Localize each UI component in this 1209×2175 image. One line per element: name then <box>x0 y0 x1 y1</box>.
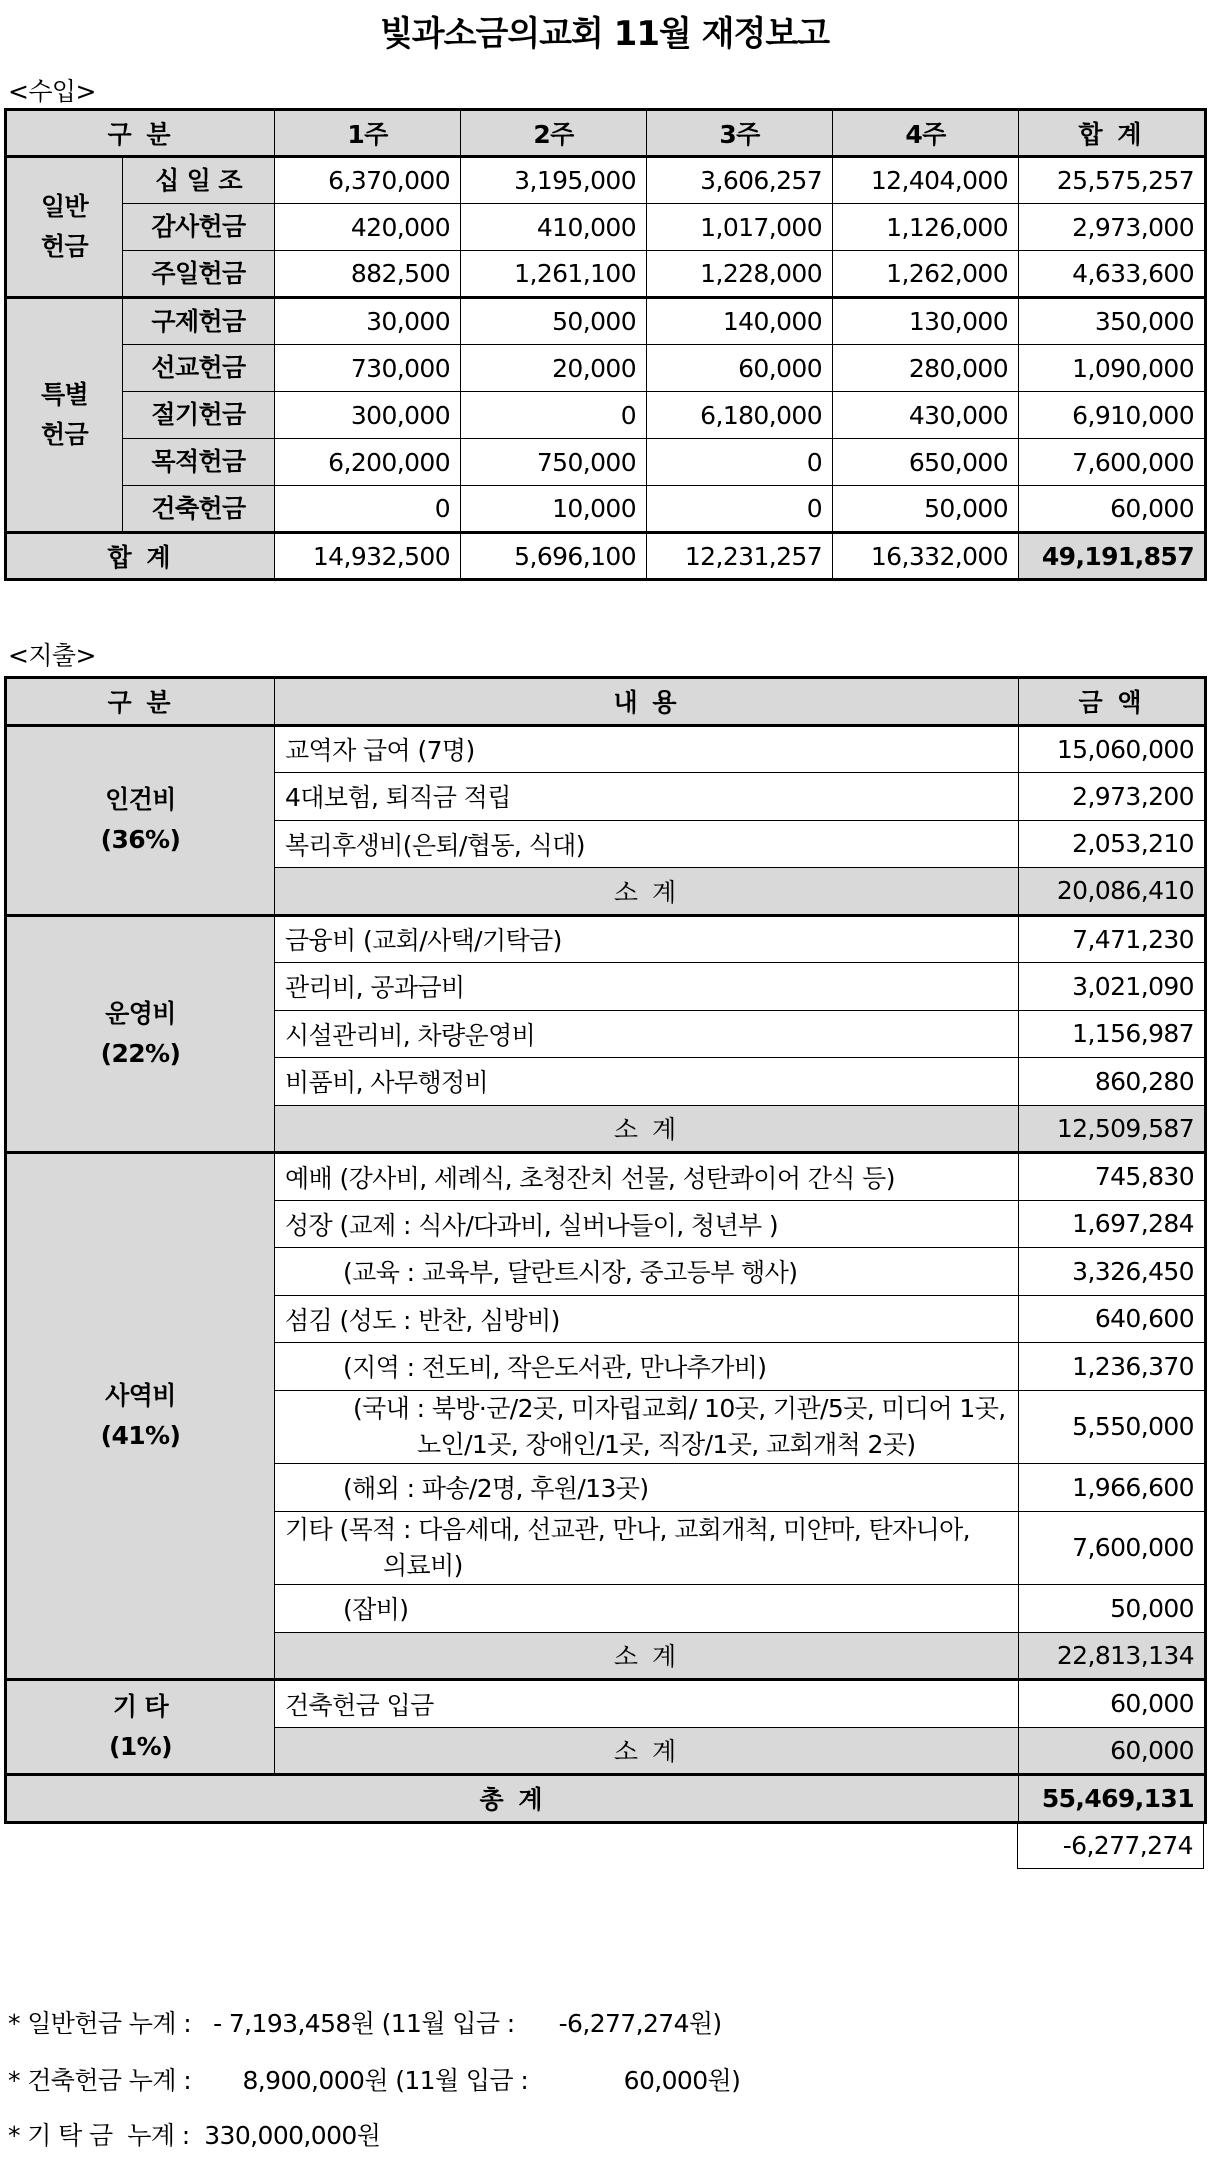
income-cell-w2: 750,000 <box>461 439 647 486</box>
expense-item-amount: 2,053,210 <box>1019 820 1206 868</box>
expense-group-label <box>6 725 275 915</box>
income-cell-w3: 0 <box>647 439 833 486</box>
income-cell-total: 4,633,600 <box>1019 251 1206 298</box>
income-cell-w2: 1,261,100 <box>461 251 647 298</box>
income-table <box>4 108 1207 581</box>
expense-item-description <box>275 1390 1019 1464</box>
expense-header-content: 내 용 <box>275 678 1019 726</box>
expense-header-row <box>6 678 1206 726</box>
expense-group-label-line: (36%) <box>100 825 181 854</box>
income-group-label <box>6 298 123 533</box>
expense-item-description <box>275 1058 1019 1106</box>
expense-header-category: 구 분 <box>6 678 275 726</box>
expense-item-description <box>275 1511 1019 1585</box>
expense-subtotal-label: 소 계 <box>275 1727 1019 1775</box>
expense-item-description-line: 시설관리비, 차량운영비 <box>285 1020 536 1050</box>
income-cell-w4: 430,000 <box>833 392 1019 439</box>
expense-subtotal-amount: 12,509,587 <box>1019 1105 1206 1153</box>
expense-item-description-line: (국내 : 북방·군/2곳, 미자립교회/ 10곳, 기관/5곳, 미디어 1곳, <box>353 1393 1006 1423</box>
income-cell-w2: 3,195,000 <box>461 157 647 204</box>
expense-item-description-line: (교육 : 교육부, 달란트시장, 중고등부 행사) <box>343 1258 798 1288</box>
expense-group-label-line: 사역비 <box>105 1381 176 1410</box>
income-group-label-line: 헌금 <box>40 232 89 261</box>
table-row <box>6 204 1206 251</box>
income-cell-total: 350,000 <box>1019 298 1206 345</box>
expense-item-description-line: 금융비 (교회/사택/기탁금) <box>285 926 562 956</box>
income-cell-w3: 1,017,000 <box>647 204 833 251</box>
expense-item-amount: 860,280 <box>1019 1058 1206 1106</box>
income-cell-total: 1,090,000 <box>1019 345 1206 392</box>
expense-item-amount: 7,471,230 <box>1019 915 1206 963</box>
expense-item-description <box>275 1343 1019 1391</box>
income-cell-total: 6,910,000 <box>1019 392 1206 439</box>
expense-item-description-line: 교역자 급여 (7명) <box>285 736 475 766</box>
income-item-label: 목적헌금 <box>123 439 275 486</box>
expense-item-description-line: 의료비) <box>383 1550 463 1580</box>
expense-subtotal-amount: 22,813,134 <box>1019 1632 1206 1680</box>
expense-item-description <box>275 1680 1019 1728</box>
income-cell-total: 25,575,257 <box>1019 157 1206 204</box>
expense-item-description <box>275 1248 1019 1296</box>
income-cell-w3: 60,000 <box>647 345 833 392</box>
income-section-label: <수입> <box>8 77 96 106</box>
expense-item-description <box>275 820 1019 868</box>
expense-item-description-line: 기타 (목적 : 다음세대, 선교관, 만나, 교회개척, 미얀마, 탄자니아, <box>285 1514 971 1544</box>
expense-grand-total-row <box>6 1775 1206 1823</box>
expense-subtotal-amount: 60,000 <box>1019 1727 1206 1775</box>
expense-item-description-line: 예배 (강사비, 세례식, 초청잔치 선물, 성탄콰이어 간식 등) <box>285 1163 895 1193</box>
table-row <box>6 392 1206 439</box>
income-total-w2: 5,696,100 <box>461 533 647 580</box>
table-row <box>6 345 1206 392</box>
income-group-label-line: 헌금 <box>40 420 89 449</box>
expense-item-description <box>275 1295 1019 1343</box>
income-cell-w4: 1,126,000 <box>833 204 1019 251</box>
income-total-w1: 14,932,500 <box>275 533 461 580</box>
balance-amount: -6,277,274 <box>1017 1823 1204 1869</box>
income-header-week1: 1주 <box>275 110 461 157</box>
table-row <box>6 439 1206 486</box>
income-total-row <box>6 533 1206 580</box>
income-cell-w3: 140,000 <box>647 298 833 345</box>
income-header-week3: 3주 <box>647 110 833 157</box>
expense-header-amount: 금 액 <box>1019 678 1206 726</box>
income-grand-total: 49,191,857 <box>1019 533 1206 580</box>
income-header-week4: 4주 <box>833 110 1019 157</box>
expense-item-amount: 1,966,600 <box>1019 1464 1206 1512</box>
note-deposit-cumulative: * 기 탁 금 누계 : 330,000,000원 <box>8 2121 381 2150</box>
income-cell-w3: 1,228,000 <box>647 251 833 298</box>
income-cell-w1: 6,200,000 <box>275 439 461 486</box>
income-cell-w1: 730,000 <box>275 345 461 392</box>
table-row <box>6 486 1206 533</box>
income-total-label: 합 계 <box>6 533 275 580</box>
income-cell-w2: 50,000 <box>461 298 647 345</box>
expense-group-label <box>6 1680 275 1775</box>
expense-item-amount: 2,973,200 <box>1019 773 1206 821</box>
expense-item-amount: 5,550,000 <box>1019 1390 1206 1464</box>
expense-subtotal-label: 소 계 <box>275 868 1019 916</box>
income-cell-w3: 6,180,000 <box>647 392 833 439</box>
income-group-label-line: 일반 <box>40 192 89 221</box>
income-table-body <box>6 110 1206 580</box>
expense-item-amount: 1,697,284 <box>1019 1200 1206 1248</box>
table-row <box>6 1153 1206 1201</box>
table-row <box>6 157 1206 204</box>
expense-item-amount: 50,000 <box>1019 1585 1206 1633</box>
expense-item-description-line: 성장 (교제 : 식사/다과비, 실버나들이, 청년부 ) <box>285 1210 779 1240</box>
expense-item-description <box>275 1153 1019 1201</box>
expense-item-description <box>275 725 1019 773</box>
expense-item-amount: 1,236,370 <box>1019 1343 1206 1391</box>
income-cell-w1: 6,370,000 <box>275 157 461 204</box>
income-cell-w1: 420,000 <box>275 204 461 251</box>
expense-subtotal-label: 소 계 <box>275 1632 1019 1680</box>
expense-item-amount: 745,830 <box>1019 1153 1206 1201</box>
expense-group-label-line: (1%) <box>109 1732 172 1761</box>
expense-item-description <box>275 915 1019 963</box>
income-cell-w3: 0 <box>647 486 833 533</box>
income-item-label: 절기헌금 <box>123 392 275 439</box>
income-cell-w1: 882,500 <box>275 251 461 298</box>
expense-item-amount: 7,600,000 <box>1019 1511 1206 1585</box>
income-group-label-line: 특별 <box>40 380 89 409</box>
expense-item-description <box>275 1200 1019 1248</box>
income-header-row <box>6 110 1206 157</box>
expense-item-description-line: 비품비, 사무행정비 <box>285 1068 489 1098</box>
income-total-w3: 12,231,257 <box>647 533 833 580</box>
expense-table <box>4 676 1207 1824</box>
expense-item-description-line: 노인/1곳, 장애인/1곳, 직장/1곳, 교회개척 2곳) <box>417 1429 916 1459</box>
table-row <box>6 915 1206 963</box>
income-group-label <box>6 157 123 298</box>
expense-group-label-line: (22%) <box>100 1038 181 1068</box>
income-cell-total: 2,973,000 <box>1019 204 1206 251</box>
expense-item-description-line: 4대보험, 퇴직금 적립 <box>285 783 511 813</box>
income-cell-w4: 12,404,000 <box>833 157 1019 204</box>
expense-group-label <box>6 915 275 1153</box>
income-cell-w1: 0 <box>275 486 461 533</box>
table-row <box>6 298 1206 345</box>
income-cell-w2: 20,000 <box>461 345 647 392</box>
expense-item-description <box>275 773 1019 821</box>
expense-grand-total-amount: 55,469,131 <box>1019 1775 1206 1823</box>
income-item-label: 구제헌금 <box>123 298 275 345</box>
income-item-label: 주일헌금 <box>123 251 275 298</box>
income-cell-w4: 650,000 <box>833 439 1019 486</box>
income-cell-w3: 3,606,257 <box>647 157 833 204</box>
expense-item-description-line: 섬김 (성도 : 반찬, 심방비) <box>285 1305 560 1335</box>
expense-subtotal-label: 소 계 <box>275 1105 1019 1153</box>
income-cell-w4: 280,000 <box>833 345 1019 392</box>
income-cell-total: 60,000 <box>1019 486 1206 533</box>
income-cell-w4: 130,000 <box>833 298 1019 345</box>
expense-group-label-line: 기 타 <box>112 1692 169 1721</box>
expense-section-label: <지출> <box>8 641 96 670</box>
expense-item-description-line: (잡비) <box>343 1595 409 1625</box>
page-title: 빛과소금의교회 11월 재정보고 <box>379 14 830 54</box>
expense-group-label <box>6 1153 275 1680</box>
income-cell-w1: 300,000 <box>275 392 461 439</box>
expense-item-description-line: (지역 : 전도비, 작은도서관, 만나추가비) <box>343 1353 767 1383</box>
expense-item-description-line: 관리비, 공과금비 <box>285 973 465 1003</box>
expense-group-label-line: 운영비 <box>105 998 176 1028</box>
income-cell-total: 7,600,000 <box>1019 439 1206 486</box>
expense-item-description <box>275 1010 1019 1058</box>
expense-item-description-line: 건축헌금 입금 <box>285 1690 434 1720</box>
expense-item-amount: 640,600 <box>1019 1295 1206 1343</box>
expense-item-description-line: 복리후생비(은퇴/협동, 식대) <box>285 830 585 860</box>
note-building-fund-cumulative: * 건축헌금 누계 : 8,900,000원 (11월 입금 : 60,000원) <box>8 2066 741 2095</box>
income-cell-w2: 10,000 <box>461 486 647 533</box>
expense-item-amount: 60,000 <box>1019 1680 1206 1728</box>
income-item-label: 감사헌금 <box>123 204 275 251</box>
table-row <box>6 1680 1206 1728</box>
expense-item-amount: 3,326,450 <box>1019 1248 1206 1296</box>
income-total-w4: 16,332,000 <box>833 533 1019 580</box>
expense-table-body <box>6 678 1206 1823</box>
expense-item-amount: 1,156,987 <box>1019 1010 1206 1058</box>
expense-item-amount: 3,021,090 <box>1019 963 1206 1011</box>
expense-item-description-line: (해외 : 파송/2명, 후원/13곳) <box>343 1474 649 1504</box>
table-row <box>6 725 1206 773</box>
income-cell-w1: 30,000 <box>275 298 461 345</box>
income-item-label: 선교헌금 <box>123 345 275 392</box>
income-cell-w4: 50,000 <box>833 486 1019 533</box>
expense-item-description <box>275 963 1019 1011</box>
income-cell-w4: 1,262,000 <box>833 251 1019 298</box>
income-item-label: 건축헌금 <box>123 486 275 533</box>
income-cell-w2: 410,000 <box>461 204 647 251</box>
expense-item-description <box>275 1585 1019 1633</box>
income-cell-w2: 0 <box>461 392 647 439</box>
expense-group-label-line: (41%) <box>100 1421 181 1450</box>
expense-grand-total-label: 총 계 <box>6 1775 1019 1823</box>
income-header-category: 구 분 <box>6 110 275 157</box>
expense-group-label-line: 인건비 <box>105 785 176 814</box>
expense-item-amount: 15,060,000 <box>1019 725 1206 773</box>
expense-subtotal-amount: 20,086,410 <box>1019 868 1206 916</box>
note-general-offering-cumulative: * 일반헌금 누계 : - 7,193,458원 (11월 입금 : -6,277,274원) <box>8 2009 722 2038</box>
table-row <box>6 251 1206 298</box>
expense-item-description <box>275 1464 1019 1512</box>
income-item-label: 십 일 조 <box>123 157 275 204</box>
income-header-week2: 2주 <box>461 110 647 157</box>
income-header-total: 합 계 <box>1019 110 1206 157</box>
